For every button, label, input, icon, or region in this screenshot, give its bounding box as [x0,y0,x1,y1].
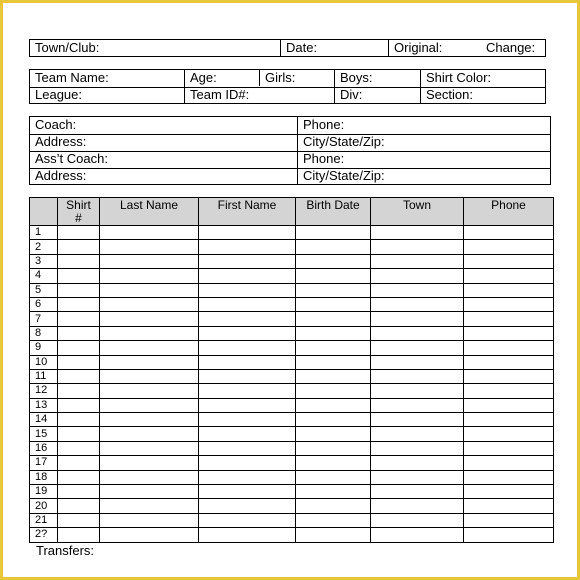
first-name-cell[interactable] [199,470,296,484]
town-cell[interactable] [371,297,464,311]
shirt-number-cell[interactable] [58,226,100,240]
birth-date-cell[interactable] [296,413,371,427]
table-row [30,254,554,268]
first-name-cell[interactable] [199,355,296,369]
last-name-cell[interactable] [100,269,199,283]
phone-cell[interactable] [464,312,554,326]
table-row [30,369,554,383]
asst-coach-phone-label: Phone: [303,151,345,166]
town-cell[interactable] [371,254,464,268]
birth-date-cell[interactable] [296,384,371,398]
table-row [30,240,554,254]
last-name-cell[interactable] [100,528,199,542]
table-row [30,456,554,470]
last-name-cell[interactable] [100,341,199,355]
phone-cell[interactable] [464,254,554,268]
first-name-cell[interactable] [199,499,296,513]
birth-date-cell[interactable] [296,427,371,441]
last-name-cell[interactable] [100,456,199,470]
phone-cell[interactable] [464,283,554,297]
row-number: 19 [30,485,58,499]
last-name-header: Last Name [100,198,199,226]
row-number: 17 [30,456,58,470]
table-row [30,226,554,240]
last-name-cell[interactable] [100,427,199,441]
first-name-cell[interactable] [199,485,296,499]
shirt-color-label: Shirt Color: [426,70,492,85]
phone-cell[interactable] [464,513,554,527]
section-label: Section: [426,87,473,102]
table-row [30,384,554,398]
coach-phone-label: Phone: [303,117,345,132]
birth-date-cell[interactable] [296,341,371,355]
table-row [30,441,554,455]
birth-date-cell[interactable] [296,226,371,240]
table-row [30,283,554,297]
town-cell[interactable] [371,441,464,455]
shirt-number-cell[interactable] [58,413,100,427]
original-label: Original: [394,40,443,55]
shirt-number-header: Shirt # [58,198,100,226]
last-name-cell[interactable] [100,398,199,412]
first-name-cell[interactable] [199,240,296,254]
shirt-number-cell[interactable] [58,513,100,527]
row-number: 5 [30,283,58,297]
first-name-cell[interactable] [199,456,296,470]
phone-cell[interactable] [464,485,554,499]
shirt-number-cell[interactable] [58,341,100,355]
table-row [30,326,554,340]
shirt-number-cell[interactable] [58,312,100,326]
first-name-cell[interactable] [199,226,296,240]
row-number: 18 [30,470,58,484]
phone-cell[interactable] [464,384,554,398]
team-id-label: Team ID#: [190,87,250,102]
row-number: 16 [30,441,58,455]
team-info-box [29,69,546,104]
shirt-number-cell[interactable] [58,485,100,499]
table-row [30,398,554,412]
shirt-number-cell[interactable] [58,499,100,513]
phone-cell[interactable] [464,240,554,254]
town-cell[interactable] [371,226,464,240]
shirt-number-cell[interactable] [58,326,100,340]
town-cell[interactable] [371,326,464,340]
transfers-label: Transfers: [36,543,95,558]
table-row [30,499,554,513]
town-cell[interactable] [371,513,464,527]
age-label: Age: [190,70,217,85]
row-number: 2 [30,240,58,254]
last-name-cell[interactable] [100,226,199,240]
last-name-cell[interactable] [100,254,199,268]
row-number: 20 [30,499,58,513]
table-row [30,427,554,441]
row-number: 15 [30,427,58,441]
birth-date-cell[interactable] [296,240,371,254]
table-row [30,413,554,427]
first-name-cell[interactable] [199,369,296,383]
phone-cell[interactable] [464,355,554,369]
table-row [30,341,554,355]
first-name-cell[interactable] [199,427,296,441]
shirt-number-cell[interactable] [58,369,100,383]
birth-date-cell[interactable] [296,326,371,340]
town-cell[interactable] [371,499,464,513]
town-cell[interactable] [371,398,464,412]
birth-date-cell[interactable] [296,499,371,513]
first-name-cell[interactable] [199,384,296,398]
first-name-cell[interactable] [199,413,296,427]
shirt-number-cell[interactable] [58,240,100,254]
birth-date-cell[interactable] [296,485,371,499]
last-name-cell[interactable] [100,240,199,254]
asst-coach-city-label: City/State/Zip: [303,168,385,183]
first-name-cell[interactable] [199,269,296,283]
table-row [30,312,554,326]
row-number: 13 [30,398,58,412]
first-name-cell[interactable] [199,254,296,268]
change-label: Change: [486,40,536,55]
birth-date-cell[interactable] [296,297,371,311]
last-name-cell[interactable] [100,283,199,297]
shirt-number-cell[interactable] [58,441,100,455]
table-row [30,297,554,311]
row-number: 21 [30,513,58,527]
birth-date-cell[interactable] [296,269,371,283]
row-number: 7 [30,312,58,326]
first-name-cell[interactable] [199,398,296,412]
first-name-cell[interactable] [199,513,296,527]
coach-info-box [29,116,551,185]
coach-city-label: City/State/Zip: [303,134,385,149]
row-number: 12 [30,384,58,398]
phone-cell[interactable] [464,297,554,311]
shirt-number-cell[interactable] [58,398,100,412]
shirt-number-cell[interactable] [58,427,100,441]
phone-cell[interactable] [464,326,554,340]
shirt-number-cell[interactable] [58,456,100,470]
row-number: 1 [30,226,58,240]
town-cell[interactable] [371,355,464,369]
town-cell[interactable] [371,485,464,499]
town-cell[interactable] [371,456,464,470]
birth-date-cell[interactable] [296,528,371,542]
shirt-number-cell[interactable] [58,254,100,268]
last-name-cell[interactable] [100,355,199,369]
birth-date-cell[interactable] [296,398,371,412]
town-cell[interactable] [371,283,464,297]
last-name-cell[interactable] [100,326,199,340]
town-cell[interactable] [371,369,464,383]
town-cell[interactable] [371,528,464,542]
town-cell[interactable] [371,384,464,398]
last-name-cell[interactable] [100,513,199,527]
last-name-cell[interactable] [100,499,199,513]
phone-cell[interactable] [464,499,554,513]
league-label: League: [35,87,82,102]
phone-cell[interactable] [464,341,554,355]
club-header-box [29,39,546,57]
town-club-label: Town/Club: [35,40,100,55]
row-number: 11 [30,369,58,383]
first-name-cell[interactable] [199,297,296,311]
first-name-cell[interactable] [199,326,296,340]
first-name-cell[interactable] [199,341,296,355]
phone-header: Phone [464,198,554,226]
birth-date-header: Birth Date [296,198,371,226]
asst-coach-label: Ass’t Coach: [35,151,108,166]
last-name-cell[interactable] [100,297,199,311]
table-row [30,355,554,369]
last-name-cell[interactable] [100,413,199,427]
row-number: 3 [30,254,58,268]
coach-label: Coach: [35,117,77,132]
birth-date-cell[interactable] [296,441,371,455]
birth-date-cell[interactable] [296,312,371,326]
roster-header-row [30,198,554,226]
boys-label: Boys: [340,70,373,85]
table-row [30,528,554,542]
row-number-header [30,198,58,226]
row-number: 4 [30,269,58,283]
shirt-number-cell[interactable] [58,528,100,542]
first-name-cell[interactable] [199,528,296,542]
girls-label: Girls: [265,70,296,85]
phone-cell[interactable] [464,398,554,412]
town-cell[interactable] [371,413,464,427]
phone-cell[interactable] [464,226,554,240]
shirt-number-cell[interactable] [58,470,100,484]
first-name-cell[interactable] [199,283,296,297]
date-label: Date: [286,40,318,55]
table-row [30,269,554,283]
birth-date-cell[interactable] [296,283,371,297]
phone-cell[interactable] [464,470,554,484]
asst-coach-address-label: Address: [35,168,87,183]
team-name-label: Team Name: [35,70,109,85]
last-name-cell[interactable] [100,441,199,455]
row-number: 14 [30,413,58,427]
first-name-cell[interactable] [199,441,296,455]
birth-date-cell[interactable] [296,456,371,470]
phone-cell[interactable] [464,369,554,383]
phone-cell[interactable] [464,269,554,283]
table-row [30,470,554,484]
roster-body [30,226,554,543]
phone-cell[interactable] [464,441,554,455]
phone-cell[interactable] [464,427,554,441]
town-header: Town [371,198,464,226]
birth-date-cell[interactable] [296,470,371,484]
shirt-number-cell[interactable] [58,384,100,398]
shirt-number-cell[interactable] [58,297,100,311]
last-name-cell[interactable] [100,485,199,499]
last-name-cell[interactable] [100,312,199,326]
roster-table [29,197,554,543]
birth-date-cell[interactable] [296,513,371,527]
birth-date-cell[interactable] [296,369,371,383]
row-number: 10 [30,355,58,369]
town-cell[interactable] [371,470,464,484]
birth-date-cell[interactable] [296,355,371,369]
town-cell[interactable] [371,427,464,441]
last-name-cell[interactable] [100,470,199,484]
town-cell[interactable] [371,240,464,254]
div-label: Div: [340,87,363,102]
last-name-cell[interactable] [100,369,199,383]
row-number: 9 [30,341,58,355]
row-number: 8 [30,326,58,340]
phone-cell[interactable] [464,528,554,542]
shirt-number-cell[interactable] [58,269,100,283]
birth-date-cell[interactable] [296,254,371,268]
shirt-number-cell[interactable] [58,355,100,369]
first-name-header: First Name [199,198,296,226]
coach-address-label: Address: [35,134,87,149]
row-number: 6 [30,297,58,311]
shirt-number-cell[interactable] [58,283,100,297]
town-cell[interactable] [371,269,464,283]
town-cell[interactable] [371,312,464,326]
first-name-cell[interactable] [199,312,296,326]
phone-cell[interactable] [464,456,554,470]
table-row [30,513,554,527]
row-number: 2? [30,528,58,542]
last-name-cell[interactable] [100,384,199,398]
town-cell[interactable] [371,341,464,355]
phone-cell[interactable] [464,413,554,427]
table-row [30,485,554,499]
